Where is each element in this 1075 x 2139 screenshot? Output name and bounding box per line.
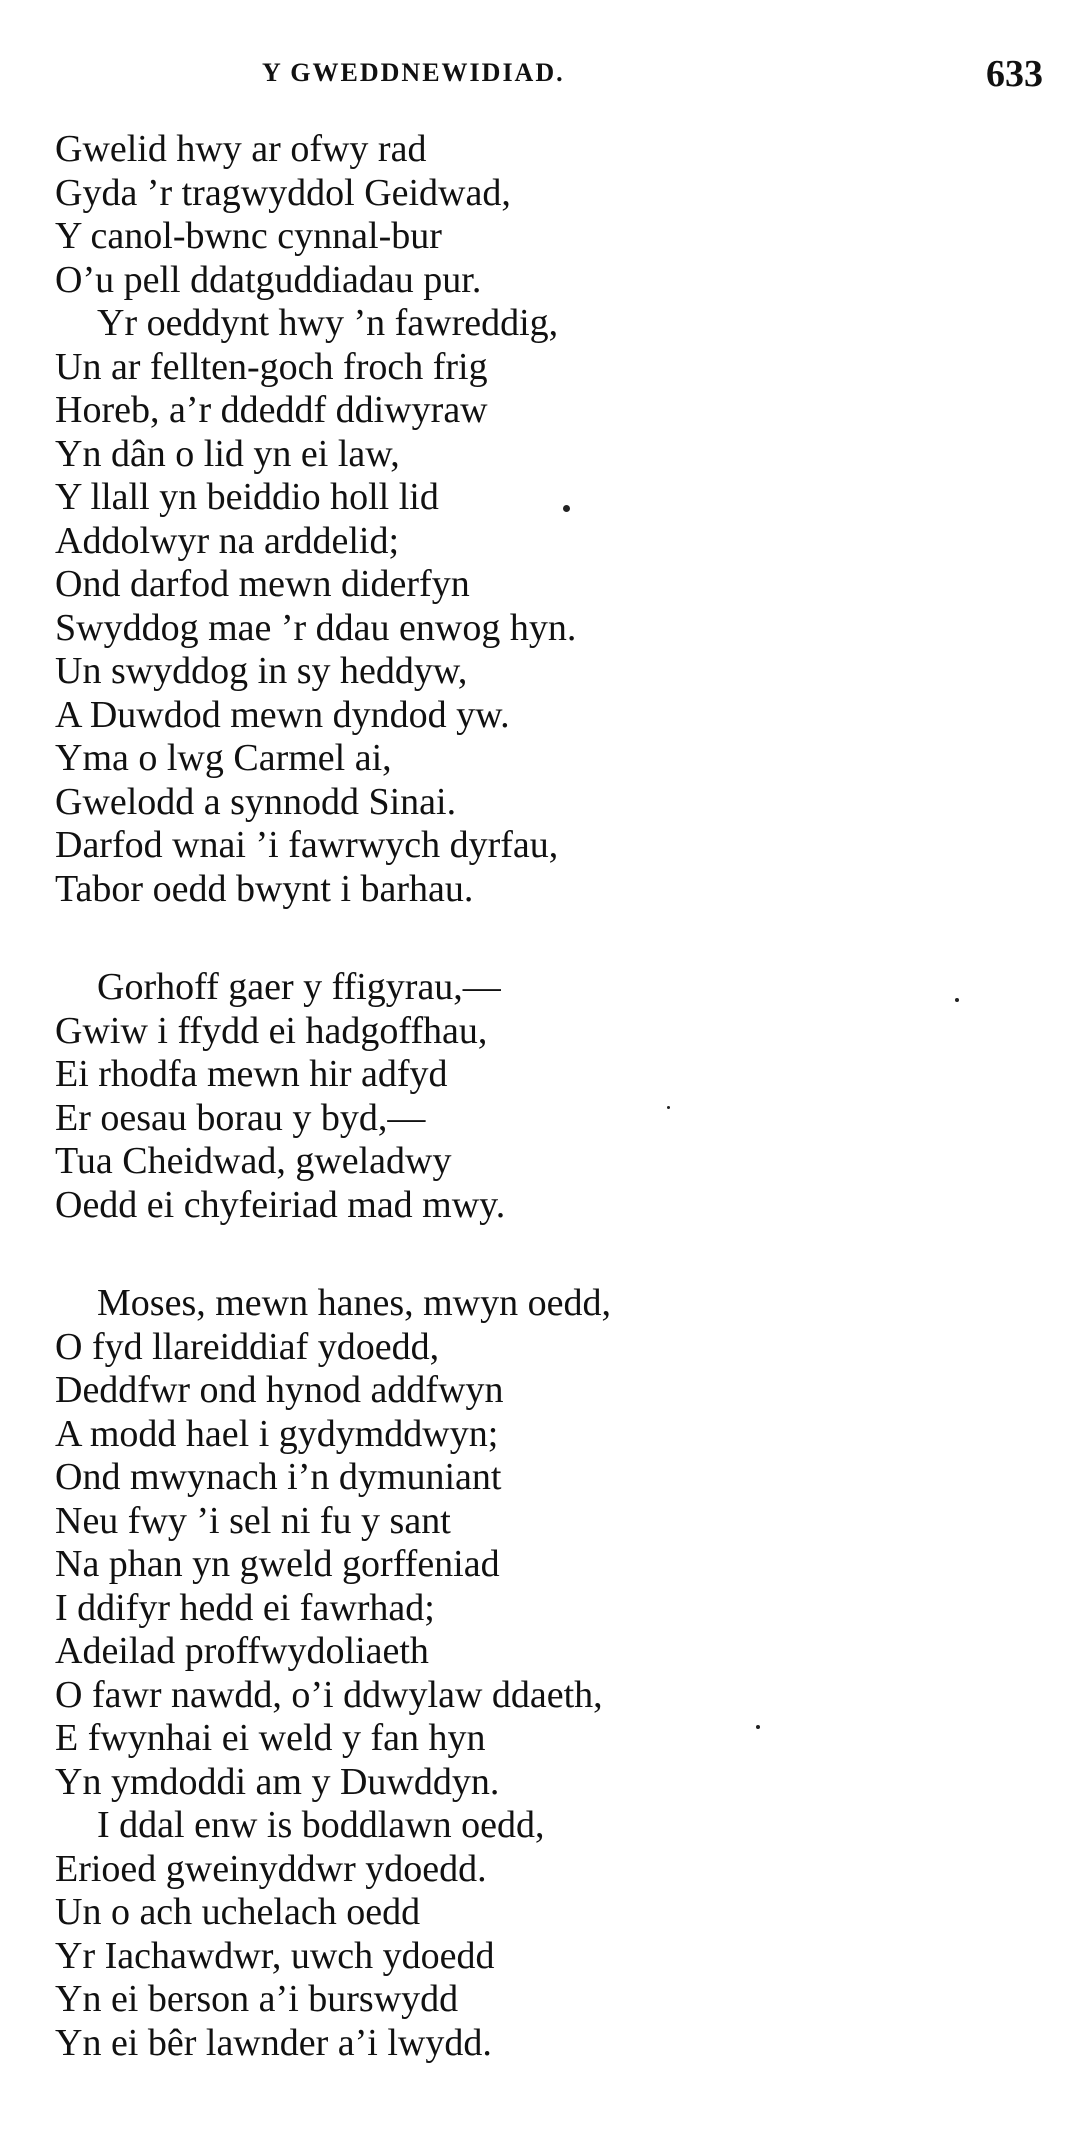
verse-line: Yr Iachawdwr, uwch ydoedd <box>55 1934 495 1977</box>
stanza-3 <box>55 1282 1045 2065</box>
verse-line: Tua Cheidwad, gweladwy <box>55 1140 452 1182</box>
verse-line: Addolwyr na arddelid; <box>55 519 400 562</box>
verse-line: Yn ei berson a’i burswydd <box>55 1978 459 2020</box>
verse-line: Y canol-bwnc cynnal-bur <box>55 215 442 257</box>
verse-line: Gwelodd a synnodd Sinai. <box>55 780 457 823</box>
verse-line: I ddal enw is boddlawn oedd, <box>97 1804 545 1846</box>
verse-line: O fawr nawdd, o’i ddwylaw ddaeth, <box>55 1673 603 1716</box>
verse-line: Gwelid hwy ar ofwy rad <box>55 128 427 170</box>
verse-line: Oedd ei chyfeiriad mad mwy. <box>55 1183 506 1226</box>
verse-line: Na phan yn gweld gorffeniad <box>55 1543 500 1585</box>
stanza-break <box>55 911 1045 966</box>
verse-line: Ei rhodfa mewn hir adfyd <box>55 1053 448 1095</box>
verse-line: Un ar fellten-goch froch frig <box>55 345 488 388</box>
ink-speck <box>563 505 570 512</box>
verse-line: Yn dân o lid yn ei law, <box>55 432 400 475</box>
verse-line: Adeilad proffwydoliaeth <box>55 1630 429 1672</box>
verse-line: I ddifyr hedd ei fawrhad; <box>55 1586 435 1629</box>
ink-speck <box>667 1106 670 1109</box>
verse-line: O’u pell ddatguddiadau pur. <box>55 258 482 301</box>
verse-line: Neu fwy ’i sel ni fu y sant <box>55 1499 451 1542</box>
verse-line: Y llall yn beiddio holl lid <box>55 476 439 518</box>
stanza-1 <box>55 128 1045 911</box>
verse-line: Gyda ’r tragwyddol Geidwad, <box>55 171 511 214</box>
verse-line: Swyddog mae ’r ddau enwog hyn. <box>55 606 577 649</box>
verse-line: Un swyddog in sy heddyw, <box>55 650 468 692</box>
verse-line: Yma o lwg Carmel ai, <box>55 737 392 779</box>
verse-line: O fyd llareiddiaf ydoedd, <box>55 1325 440 1368</box>
page-number: 633 <box>986 53 1043 95</box>
stanza-2 <box>55 966 1045 1227</box>
ink-speck <box>756 1725 760 1729</box>
verse-line: Un o ach uchelach oedd <box>55 1891 421 1933</box>
verse-line: Deddfwr ond hynod addfwyn <box>55 1369 504 1411</box>
verse-line: Yr oeddynt hwy ’n fawreddig, <box>97 302 559 344</box>
verse-line: Darfod wnai ’i fawrwych dyrfau, <box>55 824 559 866</box>
verse-line: Erioed gweinyddwr ydoedd. <box>55 1847 487 1890</box>
verse-line: A Duwdod mewn dyndod yw. <box>55 693 510 736</box>
verse-line: Gorhoff gaer y ffigyrau,— <box>97 966 501 1008</box>
verse-line: Gwiw i ffydd ei hadgoffhau, <box>55 1009 488 1052</box>
ink-speck <box>955 998 959 1002</box>
verse-line: Yn ymdoddi am y Duwddyn. <box>55 1760 500 1803</box>
verse-line: Ond darfod mewn diderfyn <box>55 563 470 605</box>
verse-line: A modd hael i gydymddwyn; <box>55 1412 499 1455</box>
verse-line: Moses, mewn hanes, mwyn oedd, <box>97 1282 611 1324</box>
running-head <box>0 52 1075 96</box>
verse-line: Yn ei bêr lawnder a’i lwydd. <box>55 2021 492 2064</box>
running-title: Y GWEDDNEWIDIAD. <box>262 58 565 87</box>
verse-line: Horeb, a’r ddeddf ddiwyraw <box>55 389 488 431</box>
verse-line: E fwynhai ei weld y fan hyn <box>55 1717 486 1759</box>
verse-line: Tabor oedd bwynt i barhau. <box>55 867 474 910</box>
poem-body <box>55 128 1045 2065</box>
verse-line: Er oesau borau y byd,— <box>55 1096 426 1139</box>
stanza-break <box>55 1227 1045 1282</box>
verse-line: Ond mwynach i’n dymuniant <box>55 1456 502 1498</box>
